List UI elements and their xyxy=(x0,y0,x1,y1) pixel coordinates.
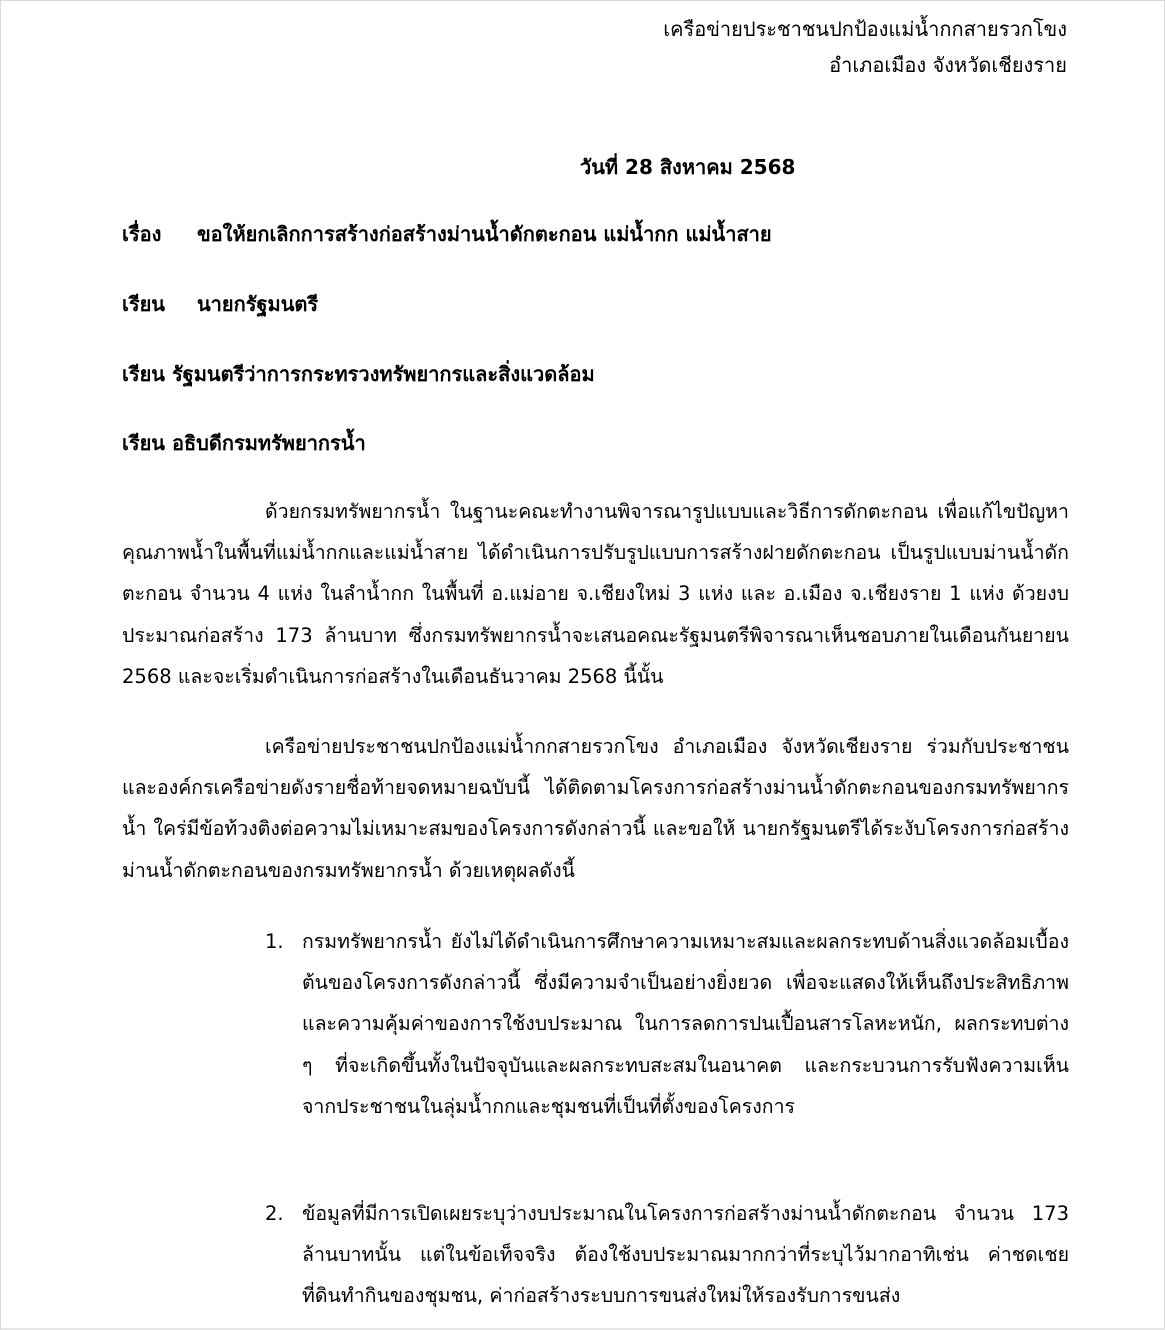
recipient-line xyxy=(122,356,595,392)
reason-text: กรมทรัพยากรน้ำ ยังไม่ได้ดำเนินการศึกษาความเหมาะสมและผลกระทบด้านสิ่งแวดล้อมเบื้องต้นของโครงการดังกล่าวนี้ ซึ่งมีความจำเป็นอย่างยิ่งยวด เพื่อจะแสดงให้เห็นถึงประสิทธิภาพและความคุ้มค่าของการใช้งบประมาณ ในการลดการปนเปื้อนสารโลหะหนัก, ผลกระทบต่าง ๆ ที่จะเกิดขึ้นทั้งในปัจจุบันและผลกระทบสะสมในอนาคต และกระบวนการรับฟังความเห็นจากประชาชนในลุ่มน้ำกกและชุมชนที่เป็นที่ตั้งของโครงการ xyxy=(302,930,1069,1118)
recipient-label: เรียน xyxy=(122,292,165,316)
body-paragraph: เครือข่ายประชาชนปกป้องแม่น้ำกกสายรวกโขง อำเภอเมือง จังหวัดเชียงราย ร่วมกับประชาชนและองค์กรเครือข่ายดังรายชื่อท้ายจดหมายฉบับนี้ ได้ติดตามโครงการก่อสร้างม่านน้ำดักตะกอนของกรมทรัพยากรน้ำ ใคร่มีข้อท้วงติงต่อความไม่เหมาะสมของโครงการดังกล่าวนี้ และขอให้ นายกรัฐมนตรีได้ระงับโครงการก่อสร้างม่านน้ำดักตะกอนของกรมทรัพยากรน้ำ ด้วยเหตุผลดังนี้ xyxy=(122,735,1069,882)
reason-text: ข้อมูลที่มีการเปิดเผยระบุว่างบประมาณในโครงการก่อสร้างม่านน้ำดักตะกอน จำนวน 173 ล้านบาทนั้น แต่ในข้อเท็จจริง ต้องใช้งบประมาณมากกว่าที่ระบุไว้มากอาทิเช่น ค่าชดเชยที่ดินทำกินของชุมชน, ค่าก่อสร้างระบบการขนส่งใหม่ให้รองรับการขนส่ง xyxy=(302,1202,1069,1308)
sender-organization: เครือข่ายประชาชนปกป้องแม่น้ำกกสายรวกโขง xyxy=(663,17,1067,41)
reason-list xyxy=(265,921,1069,1127)
reason-number: 2. xyxy=(265,1202,284,1225)
reason-number: 1. xyxy=(265,930,284,953)
reason-list xyxy=(265,1193,1069,1317)
body-paragraph: ด้วยกรมทรัพยากรน้ำ ในฐานะคณะทำงานพิจารณารูปแบบและวิธีการดักตะกอน เพื่อแก้ไขปัญหาคุณภาพน้ำในพื้นที่แม่น้ำกกและแม่น้ำสาย ได้ดำเนินการปรับรูปแบบการสร้างฝายดักตะกอน เป็นรูปแบบม่านน้ำดักตะกอน จำนวน 4 แห่ง ในลำน้ำกก ในพื้นที่ อ.แม่อาย จ.เชียงใหม่ 3 แห่ง และ อ.เมือง จ.เชียงราย 1 แห่ง ด้วยงบประมาณก่อสร้าง 173 ล้านบาท ซึ่งกรมทรัพยากรน้ำจะเสนอคณะรัฐมนตรีพิจารณาเห็นชอบภายในเดือนกันยายน 2568 และจะเริ่มดำเนินการก่อสร้างในเดือนธันวาคม 2568 นี้นั้น xyxy=(122,500,1069,688)
recipient-line xyxy=(122,286,318,322)
sender-address xyxy=(663,11,1067,83)
reason-item xyxy=(265,1193,1069,1317)
recipient-label: เรียน xyxy=(122,362,165,386)
recipient-line xyxy=(122,425,366,461)
subject-text: ขอให้ยกเลิกการสร้างก่อสร้างม่านน้ำดักตะกอน แม่น้ำกก แม่น้ำสาย xyxy=(197,222,772,246)
letter-date: วันที่ 28 สิงหาคม 2568 xyxy=(580,155,796,179)
subject-label: เรื่อง xyxy=(122,222,162,246)
subject-line xyxy=(122,216,772,252)
reason-item xyxy=(265,921,1069,1127)
sender-location: อำเภอเมือง จังหวัดเชียงราย xyxy=(829,53,1067,77)
recipient-name: รัฐมนตรีว่าการกระทรวงทรัพยากรและสิ่งแวดล้อม xyxy=(171,362,595,386)
recipient-name: อธิบดีกรมทรัพยากรน้ำ xyxy=(171,431,366,455)
recipient-label: เรียน xyxy=(122,431,165,455)
recipient-name: นายกรัฐมนตรี xyxy=(197,292,319,316)
